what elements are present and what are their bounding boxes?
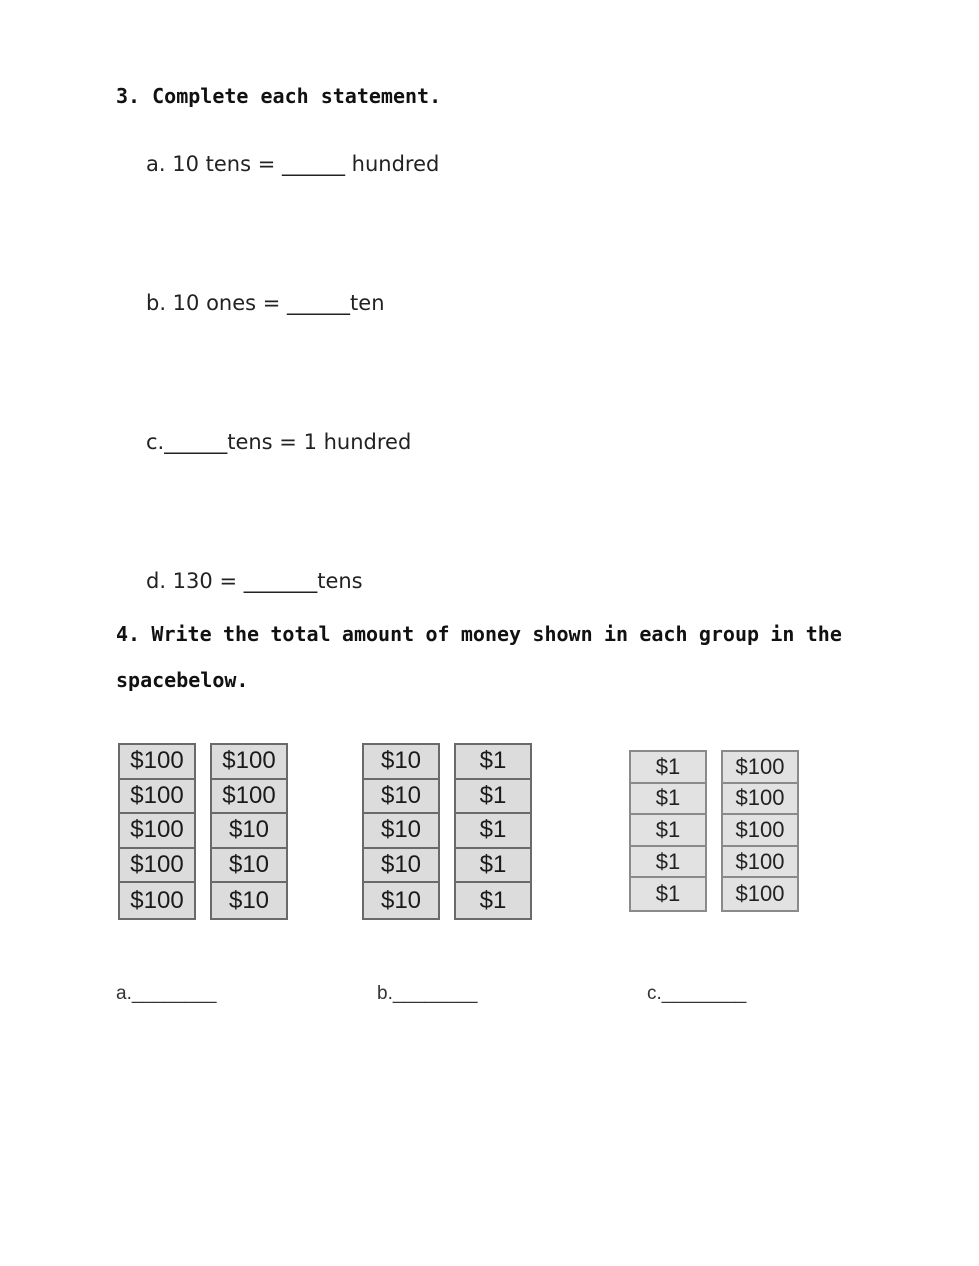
bill-stack [721, 750, 799, 912]
bill: $100 [120, 780, 194, 815]
bill: $1 [631, 815, 705, 847]
money-group-a [118, 743, 288, 920]
bill: $10 [212, 814, 286, 849]
bill: $1 [631, 784, 705, 816]
heading-word: in [603, 622, 629, 646]
bill: $100 [723, 878, 797, 910]
heading-word: money [460, 622, 522, 646]
heading-word: each [639, 622, 688, 646]
statement-a: a. 10 tens = ______ hundred [146, 152, 440, 176]
question-4-heading [116, 622, 842, 646]
question-3-heading: 3. Complete each statement. [116, 84, 442, 108]
bill: $100 [120, 883, 194, 918]
bill: $1 [631, 752, 705, 784]
bill: $1 [456, 780, 530, 815]
bill-stack [454, 743, 532, 920]
bill-stack [629, 750, 707, 912]
question-4-heading-continued: spacebelow. [116, 668, 249, 692]
heading-word: Write [151, 622, 212, 646]
heading-word: the [805, 622, 842, 646]
bill: $100 [120, 814, 194, 849]
heading-word: the [222, 622, 260, 646]
bill: $100 [212, 780, 286, 815]
bill-stack [118, 743, 196, 920]
bill: $10 [212, 883, 286, 918]
bill: $100 [212, 745, 286, 780]
bill: $100 [120, 849, 194, 884]
heading-word: in [770, 622, 795, 646]
bill: $10 [364, 883, 438, 918]
bill: $10 [212, 849, 286, 884]
answer-blank-b[interactable]: b.________ [377, 983, 478, 1004]
bill: $1 [456, 849, 530, 884]
bill-stack [210, 743, 288, 920]
statement-c: c.______tens = 1 hundred [146, 430, 412, 454]
heading-word: of [425, 622, 450, 646]
bill: $100 [723, 847, 797, 879]
bill-stack [362, 743, 440, 920]
heading-word: amount [341, 622, 415, 646]
bill: $1 [456, 883, 530, 918]
answer-blank-a[interactable]: a.________ [116, 983, 217, 1004]
heading-word: total [270, 622, 331, 646]
money-group-c [629, 750, 799, 912]
statement-d: d. 130 = _______tens [146, 569, 363, 593]
heading-word: shown [532, 622, 593, 646]
bill: $100 [723, 784, 797, 816]
bill: $1 [631, 847, 705, 879]
bill: $100 [120, 745, 194, 780]
bill: $10 [364, 814, 438, 849]
bill: $100 [723, 815, 797, 847]
bill: $10 [364, 745, 438, 780]
answer-blank-c[interactable]: c.________ [647, 983, 747, 1004]
money-group-b [362, 743, 532, 920]
statement-b: b. 10 ones = ______ten [146, 291, 385, 315]
bill: $10 [364, 780, 438, 815]
bill: $1 [456, 745, 530, 780]
bill: $100 [723, 752, 797, 784]
bill: $1 [631, 878, 705, 910]
bill: $1 [456, 814, 530, 849]
bill: $10 [364, 849, 438, 884]
heading-word: group [698, 622, 760, 646]
heading-word: 4. [116, 622, 141, 646]
